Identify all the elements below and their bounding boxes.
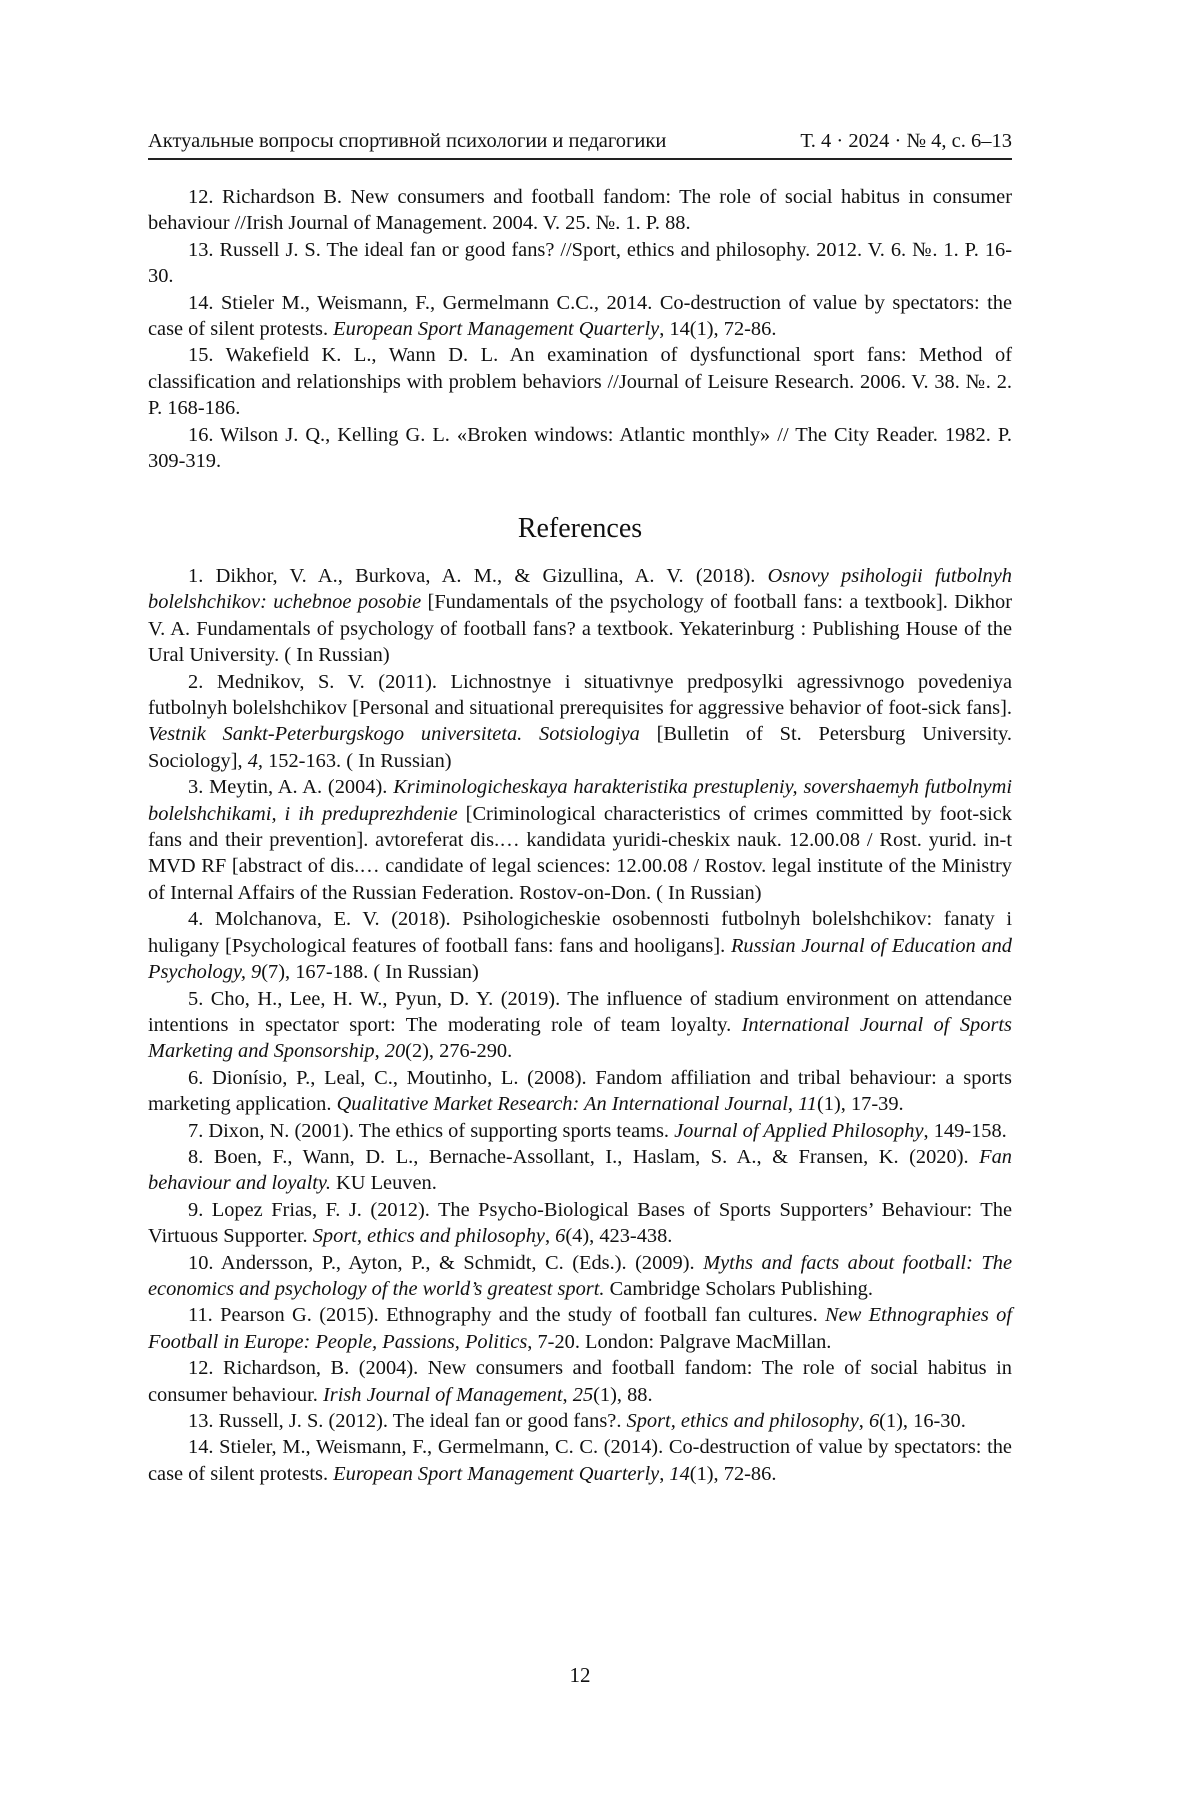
reference-source-italic: 6 <box>555 1225 566 1248</box>
reference-text: KU Leuven. <box>330 1172 437 1195</box>
reference-item <box>148 342 1012 421</box>
reference-item <box>148 774 1012 906</box>
reference-item <box>148 1355 1012 1408</box>
reference-text: 4. Molchanova, E. V. (2018). Psihologicheskie osobennosti futbolnyh bolelshchikov: fanaty i huligany [Psychological features of football fans: fans and hooligans]. <box>148 908 1012 957</box>
reference-source-italic: Irish Journal of Management <box>322 1383 563 1406</box>
reference-source-italic: Qualitative Market Research: An International Journal <box>336 1093 788 1116</box>
reference-text: 16. Wilson J. Q., Kelling G. L. «Broken windows: Atlantic monthly» // The City Reader. 1982. P. 309-319. <box>148 423 1012 473</box>
reference-source-italic: 11 <box>798 1093 817 1116</box>
issue-info: Т. 4 · 2024 · № 4, с. 6–13 <box>800 130 1012 152</box>
reference-source-italic: Vestnik Sankt-Peterburgskogo universiteta. Sotsiologiya <box>148 723 640 746</box>
reference-text: , <box>858 1410 869 1432</box>
reference-text: (1), 72-86. <box>689 1462 777 1485</box>
references-heading: References <box>517 513 643 544</box>
reference-text: 14. Stieler, M., Weismann, F., Germelmann, C. C. (2014). Co-destruction of value by spectators: the case of silent protests. <box>148 1436 1012 1485</box>
reference-source-italic: New Ethnographies of Football in Europe: People, Passions, Politics <box>148 1304 1012 1353</box>
reference-text: (1), 17-39. <box>817 1093 904 1116</box>
reference-text: 12. Richardson B. New consumers and football fandom: The role of social habitus in consumer behaviour //Irish Journal of Management. 2004. V. 25. №. 1. P. 88. <box>148 186 1012 235</box>
reference-text: 14. Stieler M., Weismann, F., Germelmann C.C., 2014. Co-destruction of value by spectators: the case of silent protests. <box>148 291 1012 341</box>
reference-text: (1), 88. <box>593 1383 653 1406</box>
reference-text: 6. Dionísio, P., Leal, C., Moutinho, L. (2008). Fandom affiliation and tribal behaviour: a sports marketing application. <box>148 1066 1012 1116</box>
reference-text: (1), 16-30. <box>879 1410 966 1432</box>
reference-source-italic: Sport, ethics and philosophy <box>312 1225 545 1248</box>
reference-source-italic: Fan behaviour and loyalty. <box>148 1145 1012 1195</box>
reference-item <box>148 290 1012 343</box>
reference-item <box>148 1197 1012 1250</box>
reference-item <box>148 1408 1012 1434</box>
reference-source-italic: European Sport Management Quarterly <box>333 318 660 341</box>
reference-text: [Bulletin of St. Petersburg University. Sociology], <box>148 723 1013 772</box>
reference-item <box>148 563 1012 669</box>
reference-source-italic: European Sport Management Quarterly <box>333 1462 660 1485</box>
reference-text: 10. Andersson, P., Ayton, P., & Schmidt, C. (Eds.). (2009). <box>188 1251 704 1274</box>
reference-text: 1. Dikhor, V. A., Burkova, A. M., & Gizullina, A. V. (2018). <box>188 565 768 587</box>
reference-item <box>148 237 1012 290</box>
reference-source-italic: 14 <box>669 1462 690 1485</box>
reference-text: 8. Boen, F., Wann, D. L., Bernache-Assollant, I., Haslam, S. A., & Fransen, K. (2020). <box>188 1145 980 1168</box>
reference-item <box>148 669 1012 775</box>
reference-list-continued <box>148 184 1012 474</box>
reference-text: (4), 423-438. <box>565 1225 673 1248</box>
reference-text: (7), 167-188. ( In Russian) <box>261 961 479 984</box>
reference-source-italic: 25 <box>572 1383 594 1406</box>
reference-text: , <box>374 1040 385 1063</box>
reference-source-italic: Osnovy psihologii futbolnyh bolelshchikov: uchebnoe posobie <box>148 565 1012 614</box>
reference-text: 5. Cho, H., Lee, H. W., Pyun, D. Y. (2019). The influence of stadium environment on attendance intentions in spectator sport: The moderating role of team loyalty. <box>148 987 1012 1036</box>
page-number: 12 <box>569 1663 591 1687</box>
reference-text: , 7-20. London: Palgrave MacMillan. <box>527 1330 832 1353</box>
reference-text: Cambridge Scholars Publishing. <box>604 1277 873 1300</box>
reference-text: 13. Russell J. S. The ideal fan or good fans? //Sport, ethics and philosophy. 2012. V. 6. №. 1. P. 16-30. <box>148 238 1012 288</box>
reference-source-italic: 6 <box>868 1410 880 1432</box>
reference-source-italic: 20 <box>384 1040 406 1063</box>
reference-source-italic: Russian Journal of Education and Psychology, 9 <box>148 934 1012 984</box>
reference-text: 15. Wakefield K. L., Wann D. L. An examination of dysfunctional sport fans: Method of classification and relationships with problem behaviors //Journal of Leisure Research. 2006. V. 38. №. 2. P. 168-186. <box>148 344 1012 420</box>
reference-text: 7. Dixon, N. (2001). The ethics of supporting sports teams. <box>188 1119 675 1142</box>
reference-list-english <box>148 563 1012 1487</box>
reference-source-italic: Journal of Applied Philosophy <box>674 1119 924 1142</box>
reference-source-italic: Kriminologicheskaya harakteristika prestupleniy, sovershaemyh futbolnymi bolelshchikami, i ih preduprezhdenie <box>148 776 1012 825</box>
reference-item <box>148 986 1012 1065</box>
reference-text: 152-163. ( In Russian) <box>262 749 452 772</box>
reference-item <box>148 1302 1012 1355</box>
reference-source-italic: International Journal of Sports Marketing and Sponsorship <box>148 1013 1012 1063</box>
reference-source-italic: 4, <box>247 749 263 772</box>
running-header <box>148 128 1012 160</box>
reference-text: (2), 276-290. <box>405 1040 513 1063</box>
reference-item <box>148 1065 1012 1118</box>
reference-item <box>148 184 1012 237</box>
reference-text: , <box>787 1093 799 1116</box>
reference-text: 11. Pearson G. (2015). Ethnography and the study of football fan cultures. <box>188 1304 826 1327</box>
reference-text: , <box>659 1462 670 1485</box>
reference-item <box>148 1144 1012 1197</box>
journal-title: Актуальные вопросы спортивной психологии и педагогики <box>148 130 667 152</box>
reference-text: 3. Meytin, A. A. (2004). <box>188 776 394 799</box>
reference-item <box>148 1250 1012 1303</box>
reference-text: 13. Russell, J. S. (2012). The ideal fan or good fans?. <box>188 1410 627 1432</box>
reference-source-italic: Sport, ethics and philosophy <box>626 1410 859 1432</box>
reference-text: [Fundamentals of the psychology of football fans: a textbook]. Dikhor V. A. Fundamentals of psychology of football fans? a textbook. Yekaterinburg : Publishing House of the Ural University. ( In Russian) <box>148 591 1013 667</box>
reference-item <box>148 906 1012 985</box>
reference-text: [Criminological characteristics of crimes committed by foot-sick fans and their prevention]. avtoreferat dis.… kandidata yuridi-cheskix nauk. 12.00.08 / Rost. yurid. in-t MVD RF [abstract of dis.… candidate of legal sciences: 12.00.08 / Rostov. legal institute of the Ministry of Internal Affairs of the Russian Federation. Rostov-on-Don. ( In Russian) <box>148 802 1012 904</box>
reference-text: , 149-158. <box>923 1119 1007 1142</box>
reference-text: , 14(1), 72-86. <box>659 318 777 341</box>
reference-item <box>148 1118 1012 1144</box>
reference-item <box>148 1434 1012 1487</box>
reference-text: , <box>544 1225 556 1248</box>
reference-text: 12. Richardson, B. (2004). New consumers and football fandom: The role of social habitus in consumer behaviour. <box>148 1357 1012 1406</box>
reference-item <box>148 422 1012 475</box>
reference-text: 9. Lopez Frias, F. J. (2012). The Psycho-Biological Bases of Sports Supporters’ Behaviour: The Virtuous Supporter. <box>148 1198 1012 1248</box>
reference-text: , <box>562 1383 573 1406</box>
reference-source-italic: Myths and facts about football: The economics and psychology of the world’s greatest sport. <box>148 1251 1012 1300</box>
reference-text: 2. Mednikov, S. V. (2011). Lichnostnye i situativnye predposylki agressivnogo povedeniya futbolnyh bolelshchikov [Personal and situational prerequisites for aggressive behavior of foot-sick fans]. <box>148 670 1012 720</box>
